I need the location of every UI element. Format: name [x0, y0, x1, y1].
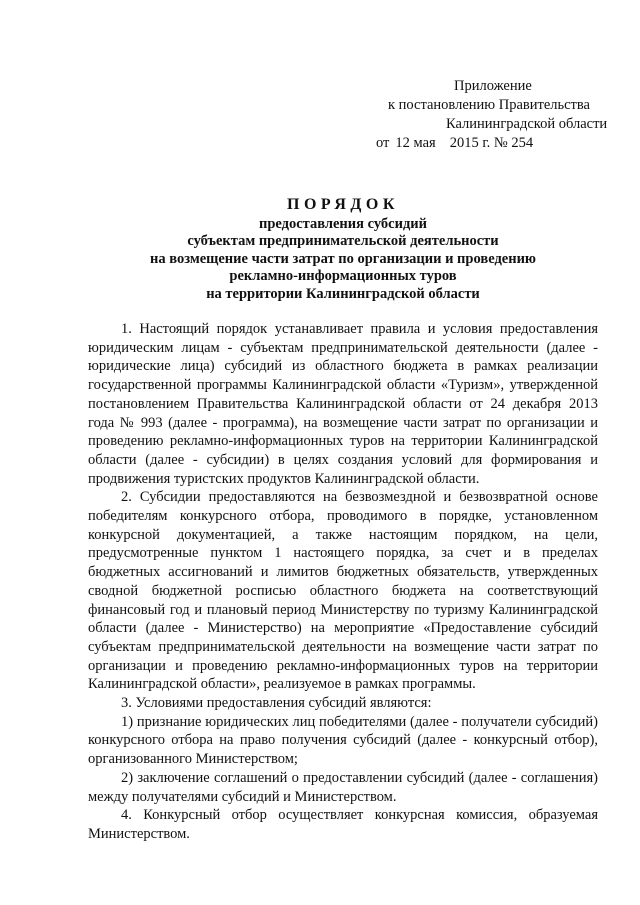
- document-title: [88, 196, 598, 303]
- paragraph-1: 1. Настоящий порядок устанавливает правила и условия предоставления юридическим лицам - субъектам предпринимательской деятельности (далее - юридические лица) субсидий из областного бюджета в рамках реализации государственной программы Калининградской области «Туризм», утвержденной постановлением Правительства Калининградской области от 24 декабря 2013 года № 993 (далее - программа), на возмещение части затрат по организации и проведению рекламно-информационных туров на территории Калининградской области (далее - субсидии) в целях создания условий для формирования и продвижения туристских продуктов Калининградской области.: [88, 321, 598, 487]
- paragraph-4: 4. Конкурсный отбор осуществляет конкурсная комиссия, образуемая Министерством.: [88, 807, 598, 842]
- appendix-date-line: [370, 134, 610, 153]
- date-prefix: от: [376, 135, 390, 151]
- decree-number: 254: [511, 135, 534, 151]
- appendix-label: Приложение: [454, 78, 532, 94]
- appendix-reference: к постановлению Правительства: [388, 97, 590, 113]
- title-line: на территории Калининградской области: [206, 285, 480, 302]
- paragraph-3-item-1: 1) признание юридических лиц победителями (далее - получатели субсидий) конкурсного отбора на право получения субсидий (далее - конкурсный отбор), организованного Министерством;: [88, 713, 598, 768]
- appendix-header: [370, 77, 610, 153]
- document-body: [88, 320, 598, 844]
- paragraph-3: 3. Условиями предоставления субсидий являются:: [121, 695, 432, 712]
- title-line: субъектам предпринимательской деятельности: [187, 233, 499, 249]
- title-main: ПОРЯДОК: [287, 196, 399, 213]
- date-value: 12 мая: [395, 135, 436, 151]
- title-line: предоставления субсидий: [258, 215, 427, 232]
- paragraph-2: 2. Субсидии предоставляются на безвозмездной и безвозвратной основе победителям конкурсного отбора, проводимого в порядке, установленном конкурсной документацией, а также настоящим порядком, на цели, предусмотренные пунктом 1 настоящего порядка, за счет и в пределах бюджетных ассигнований и лимитов бюджетных обязательств, утвержденных сводной бюджетной росписью областного бюджета на соответствующий финансовый год и плановый период Министерству по туризму Калининградской области (далее - Министерство) на мероприятие «Предоставление субсидий субъектам предпринимательской деятельности на возмещение части затрат по организации и проведению рекламно-информационных туров на территории Калининградской области», реализуемое в рамках программы.: [88, 489, 598, 693]
- title-line: на возмещение части затрат по организации и проведению: [149, 250, 537, 267]
- date-year: 2015 г. №: [449, 135, 508, 151]
- title-line: рекламно-информационных туров: [229, 268, 457, 284]
- appendix-region: Калининградской области: [446, 116, 608, 132]
- paragraph-3-item-2: 2) заключение соглашений о предоставлении субсидий (далее - соглашения) между получателями субсидий и Министерством.: [88, 769, 598, 805]
